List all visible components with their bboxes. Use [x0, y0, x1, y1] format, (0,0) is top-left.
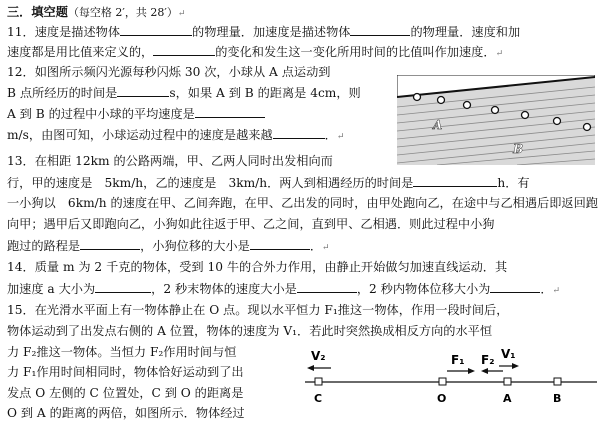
q14-line2: 加速度 a 大小为 ，2 秒末物体的速度大小是 ，2 秒内物体位移大小为 ．↵: [7, 282, 561, 296]
q12-line4: m/s，由图可知，小球运动过程中的速度是越来越 ．↵: [7, 128, 345, 142]
q15-line3: [7, 344, 236, 360]
v2-arrowhead-icon: [307, 365, 314, 371]
f2-arrowhead-icon: [481, 368, 488, 374]
q12-blank-3[interactable]: [273, 126, 325, 139]
strobe-incline-figure: [397, 75, 595, 165]
point-a-marker: [504, 378, 511, 385]
fig2-label-b: B: [553, 392, 562, 405]
q13-text-e2: ，小狗位移的大小是: [140, 239, 250, 253]
q12-text-d1: m/s，由图可知，小球运动过程中的速度是越来越: [7, 128, 273, 142]
q15-line1: [7, 302, 508, 318]
fig2-label-v1: V₁: [501, 347, 516, 361]
q12-text-c: A 到 B 的过程中小球的平均速度是: [7, 107, 195, 121]
q13-line5: 跑过的路程是 ，小狗位移的大小是 ．↵: [7, 239, 330, 253]
section-title: 三．填空题: [7, 5, 68, 19]
fig2-label-c: C: [314, 392, 323, 405]
q13-text-b1: 行，甲的速度是 5km/h，乙的速度是 3km/h．两人到相遇经历的时间是: [7, 176, 414, 190]
q13-line4: [7, 216, 495, 232]
q11-text-e: 的变化和发生这一变化所用时间的比值叫作加速度．: [215, 45, 496, 59]
fig2-label-v2: V₂: [311, 349, 326, 363]
q14-text-b1: 加速度 a 大小为: [7, 282, 96, 296]
q13-line2: [7, 174, 530, 191]
fig2-label-f1: F₁: [451, 353, 465, 367]
point-b-marker: [554, 378, 561, 385]
force-diagram-figure: [305, 344, 597, 424]
q13-blank-2[interactable]: [80, 237, 140, 250]
fig1-label-b: B: [513, 142, 524, 156]
q13-text-b2: h．有: [497, 176, 530, 190]
q11-line2: 速度都是用比值来定义的， 的变化和发生这一变化所用时间的比值叫作加速度．↵: [7, 45, 504, 59]
q12-text-d2: ．: [324, 128, 337, 142]
q14-text-b3: ，2 秒内物体位移大小为: [356, 282, 491, 296]
q11-blank-3[interactable]: [153, 43, 215, 56]
q15-text-e: 发点 O 左侧的 C 位置处，C 到 O 的距离是: [7, 386, 244, 400]
q14-line1: [7, 259, 507, 275]
q15-text-c: 力 F₂推这一物体。当恒力 F₂作用时间与恒: [7, 345, 237, 359]
q11-text-a: 11．速度是描述物体: [7, 25, 121, 39]
q15-line4: [7, 364, 244, 380]
q15-text-f: O 到 A 的距离的两倍，如图所示．物体经过: [7, 406, 245, 420]
q11-text-b: 的物理量．加速度是描述物体: [192, 25, 351, 39]
q12-line1: [7, 64, 330, 80]
q13-blank-1[interactable]: [413, 174, 497, 187]
q15-text-d: 力 F₁作用时间相同时，物体恰好运动到了出: [7, 365, 244, 379]
q15-line2: [7, 323, 492, 339]
fig2-label-o: O: [437, 392, 447, 405]
q13-line1: [7, 153, 333, 169]
q11-text-c: 的物理量．速度和加: [410, 25, 521, 39]
q14-blank-2[interactable]: [297, 280, 357, 293]
q13-blank-3[interactable]: [250, 237, 310, 250]
fig1-label-a: A: [433, 118, 443, 132]
q12-text-a: 12．如图所示频闪光源每秒闪烁 30 次，小球从 A 点运动到: [7, 65, 331, 79]
q15-text-b: 物体运动到了出发点右侧的 A 位置，物体的速度为 V₁．若此时突然换成相反方向的水平恒: [7, 324, 493, 338]
q13-text-e1: 跑过的路程是: [7, 239, 81, 253]
q12-line2: [7, 84, 361, 101]
q14-text-b4: ．: [540, 282, 553, 296]
q15-line5: [7, 385, 243, 401]
q15-text-a: 15．在光滑水平面上有一物体静止在 O 点。现以水平恒力 F₁推这一物体，作用一段时间后，: [7, 303, 509, 317]
q13-text-c: 一小狗以 6km/h 的速度在甲、乙间奔跑，在甲、乙出发的同时，由甲处跑向乙，在途中与乙相遇后即返回跑: [7, 196, 598, 210]
q12-text-b2: s，如果 A 到 B 的距离是 4cm，则: [169, 86, 361, 100]
q12-text-b1: B 点所经历的时间是: [7, 86, 118, 100]
q14-text-a: 14．质量 m 为 2 千克的物体，受到 10 牛的合外力作用，由静止开始做匀加速直线运动．其: [7, 260, 508, 274]
q15-line6: [7, 405, 245, 421]
v1-arrowhead-icon: [512, 363, 519, 369]
fig2-label-f2: F₂: [481, 353, 495, 367]
q11-text-d: 速度都是用比值来定义的，: [7, 45, 154, 59]
q12-line3: [7, 105, 265, 122]
point-c-marker: [315, 378, 322, 385]
q14-blank-1[interactable]: [95, 280, 151, 293]
section-note: （每空格 2′，共 28′）: [67, 6, 178, 19]
q11-blank-1[interactable]: [120, 23, 192, 36]
point-o-marker: [439, 378, 446, 385]
q13-text-a: 13．在相距 12km 的公路两端，甲、乙两人同时出发相向而: [7, 154, 333, 168]
fig2-label-a: A: [503, 392, 512, 405]
f1-arrowhead-icon: [468, 368, 475, 374]
q11-line1: [7, 23, 520, 40]
q12-blank-1[interactable]: [117, 84, 169, 97]
q13-text-d: 向甲；遇甲后又即跑向乙，小狗如此往返于甲、乙之间，直到甲、乙相遇．则此过程中小狗: [7, 217, 495, 231]
q13-line3: [7, 195, 598, 211]
q12-blank-2[interactable]: [195, 105, 265, 118]
section-header: 三．填空题（每空格 2′，共 28′）↵: [7, 5, 186, 19]
q13-text-e3: ．: [309, 239, 322, 253]
q14-blank-3[interactable]: [490, 280, 540, 293]
q14-text-b2: ，2 秒末物体的速度大小是: [151, 282, 297, 296]
q11-blank-2[interactable]: [350, 23, 410, 36]
